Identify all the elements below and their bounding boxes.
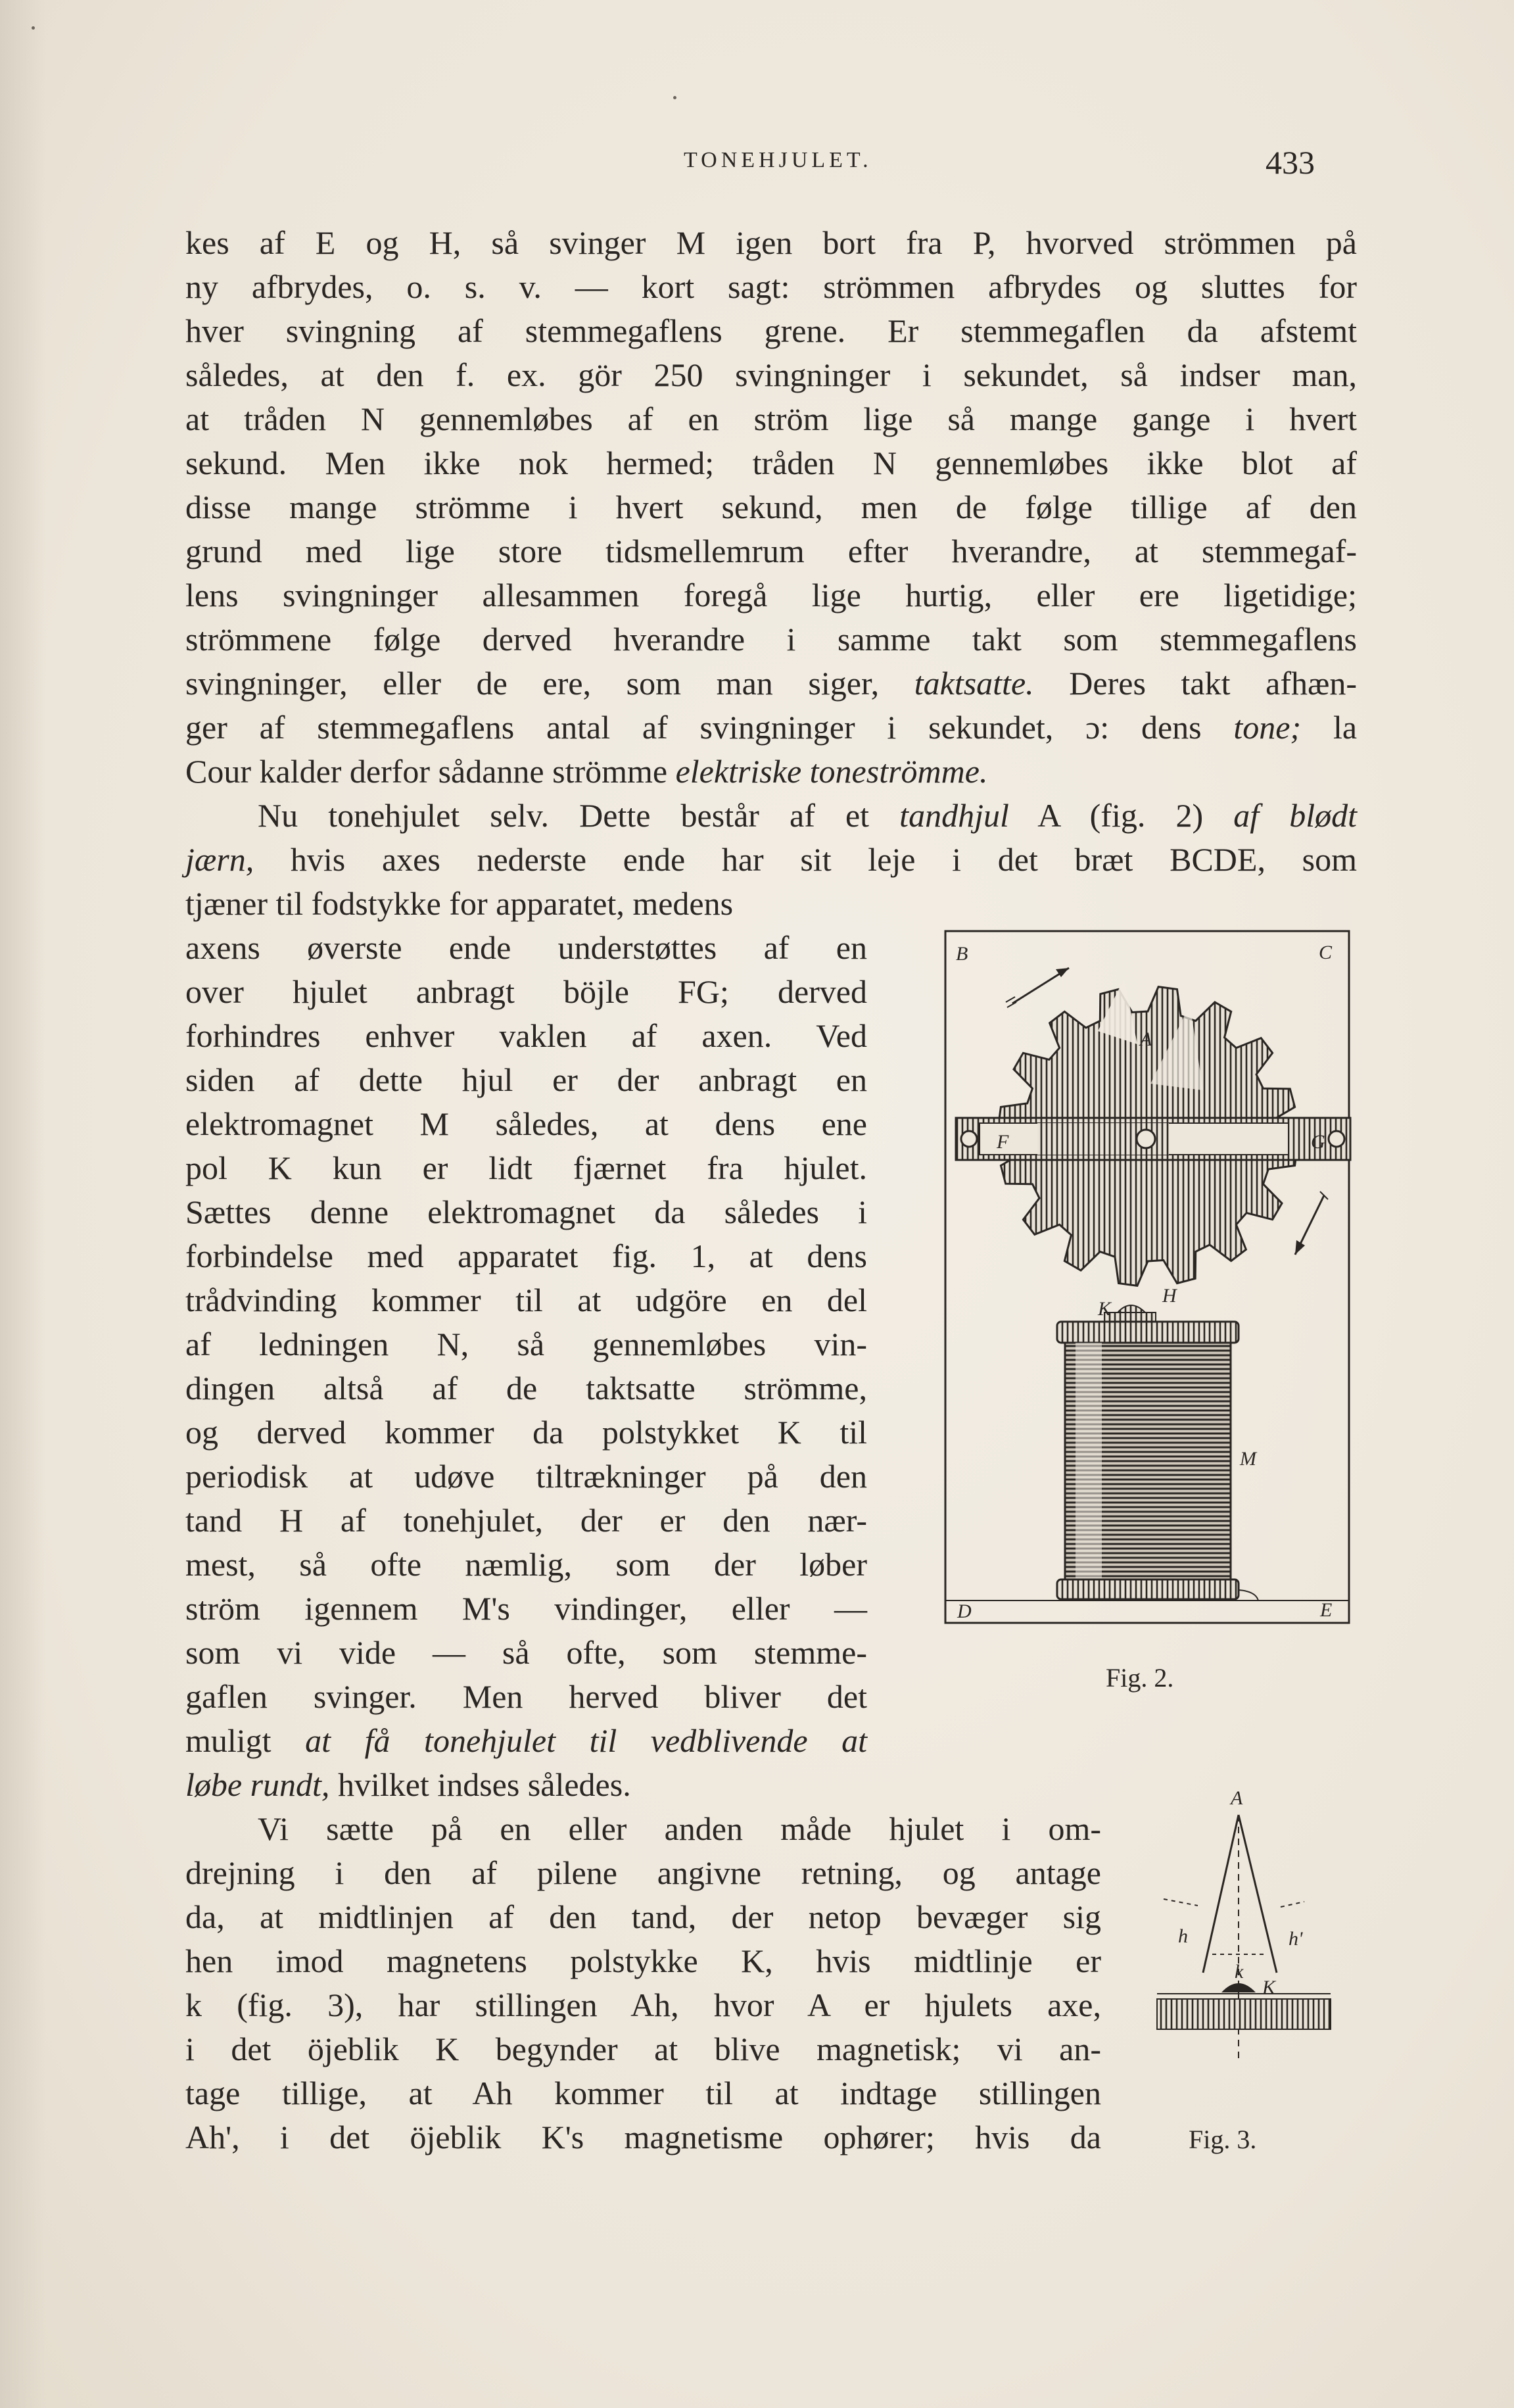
electromagnet-m [1057,1305,1258,1601]
page-gutter-shadow [0,0,46,2408]
text-line: forhindres enhver vaklen af axen. Ved [185,1017,867,1054]
text-run: hvilket indses således. [337,1766,631,1803]
text-line: periodisk at udøve tiltrækninger på den [185,1458,867,1495]
text-line: og derved kommer da polstykket K til [185,1414,867,1451]
text-line: dingen altså af de taktsatte strömme, [185,1370,867,1407]
label-c: C [1319,942,1333,963]
text-line: ström igennem M's vindinger, eller — [185,1590,867,1627]
label-a: A [1140,1028,1152,1050]
text-line: sekund. Men ikke nok hermed; tråden N gennemløbes ikke blot af [185,445,1357,481]
text-line: tand H af tonehjulet, der er den nær- [185,1502,867,1539]
ink-speck [32,26,35,30]
text-line [185,794,1357,837]
text-line: tjæner til fodstykke for apparatet, medens [185,885,734,922]
text-line: kes af E og H, så svinger M igen bort fra P, hvorved strömmen på [185,224,1357,261]
label-a: A [1231,1787,1243,1809]
italic-term: at få tonehjulet til vedblivende at [305,1722,867,1759]
text-line: som vi vide — så ofte, som stemme- [185,1634,867,1671]
label-m: M [1240,1448,1256,1470]
text-line [185,662,1357,705]
text-line: forbindelse med apparatet fig. 1, at dens [185,1238,867,1274]
text-line: Ah', i det öjeblik K's magnetisme ophører; hvis da [185,2119,1101,2155]
text-line: elektromagnet M således, at dens ene [185,1105,867,1142]
bracket-bar-fg [956,1118,1350,1160]
text-line: pol K kun er lidt fjærnet fra hjulet. [185,1149,867,1186]
rotation-arrow-upper [1006,968,1069,1007]
text-line [185,1719,867,1762]
text-line [185,750,1357,793]
running-title: TONEHJULET. [684,148,872,172]
italic-term: taktsatte. [914,665,1034,702]
label-h: H [1162,1285,1177,1307]
text-run: ger af stemmegaflens antal af svingninger i sekundet, ɔ: dens [185,709,1202,746]
text-run: muligt [185,1722,272,1759]
text-line: drejning i den af pilene angivne retning, og antage [185,1854,1101,1891]
text-line: Vi sætte på en eller anden måde hjulet i om- [258,1810,1101,1847]
page-number: 433 [1266,144,1315,181]
label-k-small: k [1235,1961,1244,1983]
text-line: i det öjeblik K begynder at blive magnetisk; vi an- [185,2031,1101,2067]
text-run: Nu tonehjulet selv. Dette består af et [258,797,870,834]
label-g: G [1311,1131,1325,1153]
text-run: Deres takt afhæn- [1069,665,1357,702]
text-line: af ledningen N, så gennemløbes vin- [185,1326,867,1362]
text-run: hvis axes nederste ende har sit leje i det bræt BCDE, som [290,841,1357,878]
text-run: la [1333,709,1358,746]
italic-term: elektriske toneströmme. [675,753,988,790]
italic-term: af blødt [1233,797,1357,834]
figure-3-caption: Fig. 3. [1189,2125,1257,2154]
text-line: strömmene følge derved hverandre i samme takt som stemmegaflens [185,621,1357,658]
label-k: K [1098,1298,1112,1320]
text-run: svingninger, eller de ere, som man siger, [185,665,880,702]
label-e: E [1320,1599,1333,1621]
text-line [185,1763,867,1806]
rotation-arrow-lower [1295,1192,1328,1255]
text-line: ny afbrydes, o. s. v. — kort sagt: strömmen afbrydes og sluttes for [185,268,1357,305]
text-run: Cour kalder derfor sådanne strömme [185,753,668,790]
text-line [185,838,1357,881]
text-line: hver svingning af stemmegaflens grene. Er stemmegaflen da afstemt [185,312,1357,349]
text-line: grund med lige store tidsmellemrum efter hverandre, at stemmegaf- [185,533,1357,569]
italic-term: løbe rundt, [185,1766,330,1803]
text-run: A (fig. 2) [1037,797,1204,834]
text-line: lens svingninger allesammen foregå lige hurtig, eller ere ligetidige; [185,577,1357,614]
label-f: F [997,1131,1009,1153]
text-line: da, at midtlinjen af den tand, der netop bevæger sig [185,1898,1101,1935]
italic-term: jærn, [185,841,254,878]
text-line: over hjulet anbragt böjle FG; derved [185,973,867,1010]
text-line: at tråden N gennemløbes af en ström lige så mange gange i hvert [185,400,1357,437]
label-k: K [1262,1977,1276,1998]
italic-term: tandhjul [899,797,1009,834]
text-line: mest, så ofte næmlig, som der løber [185,1546,867,1583]
pole-piece-k [1157,1983,1331,2029]
figure-2-tone-wheel [940,926,1356,1637]
label-h-prime: h' [1289,1928,1303,1950]
text-line: trådvinding kommer til at udgöre en del [185,1282,867,1318]
text-line: gaflen svinger. Men herved bliver det [185,1678,867,1715]
label-d: D [957,1601,972,1622]
text-line: axens øverste ende understøttes af en [185,929,867,966]
text-line: siden af dette hjul er der anbragt en [185,1061,867,1098]
text-line: hen imod magnetens polstykke K, hvis midtlinje er [185,1942,1101,1979]
figure-2-caption: Fig. 2. [1106,1663,1174,1693]
text-line: disse mange strömme i hvert sekund, men de følge tillige af den [185,489,1357,525]
label-b: B [956,943,968,965]
figure-3-diagram [1149,1775,1340,2091]
text-line: Sættes denne elektromagnet da således i [185,1193,867,1230]
label-h: h [1178,1925,1188,1947]
text-line: tage tillige, at Ah kommer til at indtage stillingen [185,2075,1101,2111]
ink-speck [673,96,676,99]
text-line: således, at den f. ex. gör 250 svingninger i sekundet, så indser man, [185,356,1357,393]
text-line [185,706,1357,749]
italic-term: tone; [1233,709,1302,746]
text-line: k (fig. 3), har stillingen Ah, hvor A er hjulets axe, [185,1987,1101,2023]
